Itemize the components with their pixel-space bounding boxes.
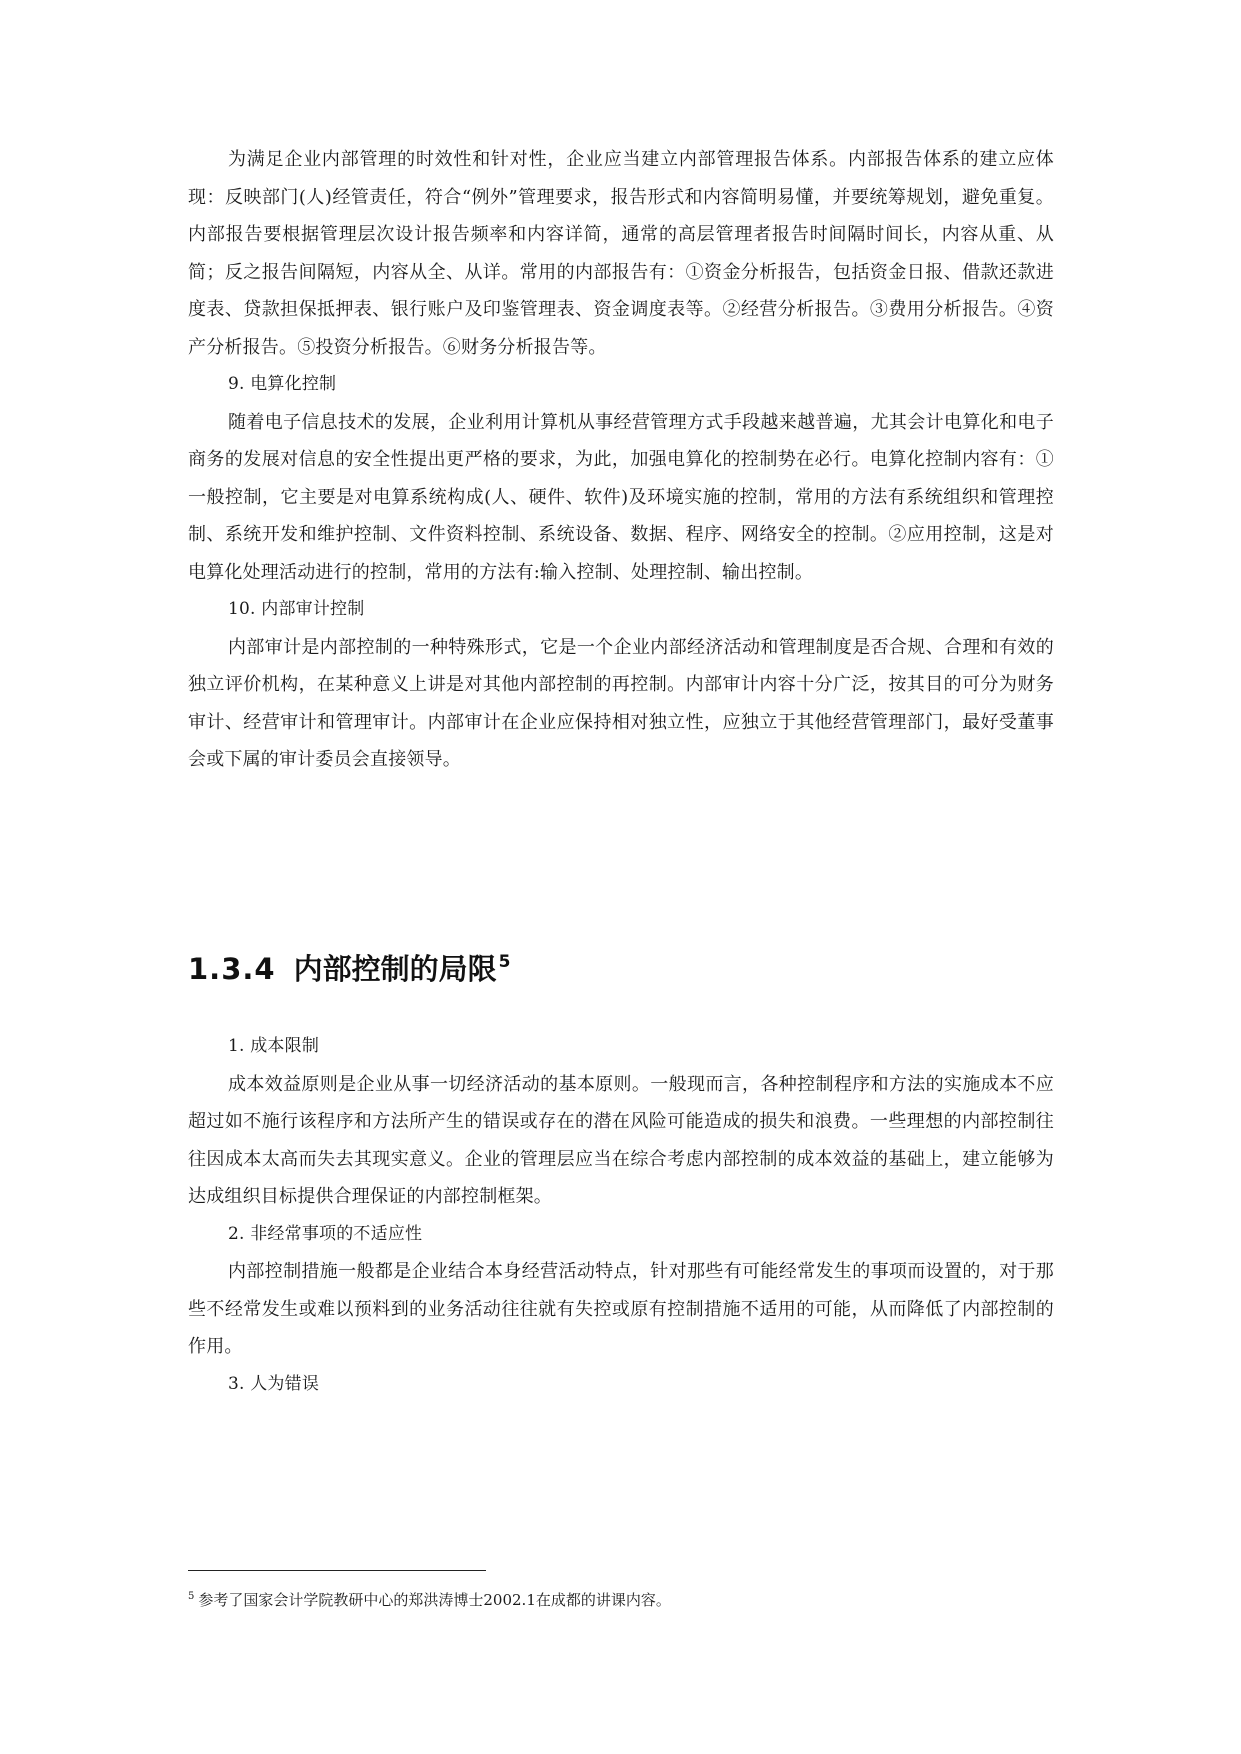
text-block-internal-control [188, 141, 1054, 779]
subheading-human-error: 3. 人为错误 [228, 1373, 320, 1394]
footnote-divider [188, 1570, 486, 1571]
footnote-marker: 5 [188, 1591, 195, 1602]
subheading-nonrecurring-events: 2. 非经常事项的不适应性 [228, 1223, 423, 1244]
footnote [188, 1585, 671, 1612]
section-title: 内部控制的局限 [293, 952, 497, 986]
subheading-cost-limit: 1. 成本限制 [228, 1036, 320, 1056]
footnote-text: 参考了国家会计学院教研中心的郑洪涛博士2002.1在成都的讲课内容。 [198, 1591, 671, 1609]
subheading-computerized-control: 9. 电算化控制 [228, 374, 337, 394]
paragraph-internal-audit: 内部审计是内部控制的一种特殊形式，它是一个企业内部经济活动和管理制度是否合规、合理和有效的独立评价机构，在某种意义上讲是对其他内部控制的再控制。内部审计内容十分广泛，按其目的可分为财务审计、经营审计和管理审计。内部审计在企业应保持相对独立性，应独立于其他经营管理部门，最好受董事会或下属的审计委员会直接领导。 [188, 636, 1054, 770]
text-block-limitations [188, 1028, 1054, 1403]
paragraph-internal-reports: 为满足企业内部管理的时效性和针对性，企业应当建立内部管理报告体系。内部报告体系的建立应体现：反映部门(人)经管责任，符合“例外”管理要求，报告形式和内容简明易懂，并要统筹规划，避免重复。内部报告要根据管理层次设计报告频率和内容详简，通常的高层管理者报告时间隔时间长，内容从重、从简；反之报告间隔短，内容从全、从详。常用的内部报告有：①资金分析报告，包括资金日报、借款还款进度表、贷款担保抵押表、银行账户及印鉴管理表、资金调度表等。②经营分析报告。③费用分析报告。④资产分析报告。⑤投资分析报告。⑥财务分析报告等。 [188, 149, 1054, 358]
footnote-reference: 5 [498, 952, 511, 972]
section-heading [188, 942, 510, 989]
paragraph-computerized-control: 随着电子信息技术的发展，企业利用计算机从事经营管理方式手段越来越普遍，尤其会计电算化和电子商务的发展对信息的安全性提出更严格的要求，为此，加强电算化的控制势在必行。电算化控制内容有：①一般控制，它主要是对电算系统构成(人、硬件、软件)及环境实施的控制，常用的方法有系统组织和管理控制、系统开发和维护控制、文件资料控制、系统设备、数据、程序、网络安全的控制。②应用控制，这是对电算化处理活动进行的控制，常用的方法有:输入控制、处理控制、输出控制。 [188, 411, 1054, 583]
paragraph-cost-limit: 成本效益原则是企业从事一切经济活动的基本原则。一般现而言，各种控制程序和方法的实施成本不应超过如不施行该程序和方法所产生的错误或存在的潜在风险可能造成的损失和浪费。一些理想的内部控制往往因成本太高而失去其现实意义。企业的管理层应当在综合考虑内部控制的成本效益的基础上，建立能够为达成组织目标提供合理保证的内部控制框架。 [188, 1073, 1054, 1207]
subheading-internal-audit: 10. 内部审计控制 [228, 599, 365, 619]
paragraph-nonrecurring-events: 内部控制措施一般都是企业结合本身经营活动特点，针对那些有可能经常发生的事项而设置的，对于那些不经常发生或难以预料到的业务活动往往就有失控或原有控制措施不适用的可能，从而降低了内部控制的作用。 [188, 1261, 1054, 1357]
section-number: 1.3.4 [188, 952, 276, 986]
